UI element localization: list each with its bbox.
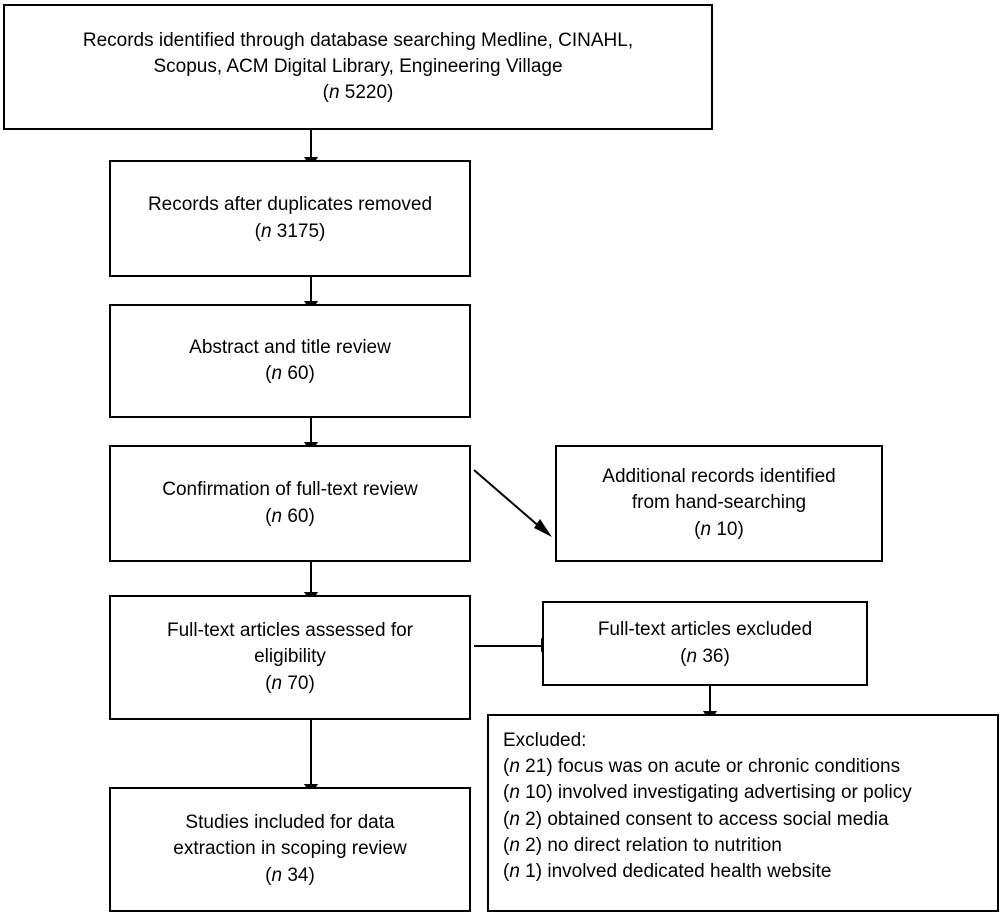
node-articles-excluded-line1: Full-text articles excluded [597, 619, 813, 641]
excluded-reason-5: (n 1) involved dedicated health website [503, 861, 832, 883]
node-assessed-eligibility-line2: eligibility [254, 646, 326, 668]
node-abstract-title-review-line1: Abstract and title review [189, 336, 391, 358]
node-records-identified [3, 4, 713, 130]
node-articles-excluded [542, 601, 868, 686]
node-fulltext-confirmation-count: (n 60) [265, 505, 315, 527]
connector-abstract-to-confirmation [310, 418, 312, 445]
node-studies-included-count: (n 34) [265, 864, 315, 886]
node-duplicates-removed-line1: Records after duplicates removed [147, 194, 433, 216]
excluded-reason-2: (n 10) involved investigating advertising or policy [503, 782, 912, 804]
connector-identified-to-duplicates [310, 130, 312, 160]
node-fulltext-confirmation [109, 445, 471, 562]
node-hand-searching-line2: from hand-searching [631, 492, 807, 514]
node-abstract-title-review-count: (n 60) [265, 363, 315, 384]
node-assessed-eligibility-count: (n 70) [265, 672, 315, 694]
connector-assessed-to-included [310, 720, 312, 787]
node-assessed-eligibility [109, 595, 471, 720]
node-records-identified-line1: Records identified through database searching Medline, CINAHL, [82, 29, 634, 51]
excluded-reason-1: (n 21) focus was on acute or chronic conditions [503, 756, 901, 778]
node-hand-searching [555, 445, 883, 562]
node-assessed-eligibility-line1: Full-text articles assessed for [166, 620, 414, 642]
node-fulltext-confirmation-line1: Confirmation of full-text review [162, 479, 418, 501]
node-duplicates-removed [109, 160, 471, 277]
node-studies-included-line2: extraction in scoping review [173, 838, 407, 860]
excluded-reason-3: (n 2) obtained consent to access social media [503, 808, 889, 830]
excluded-reason-4: (n 2) no direct relation to nutrition [503, 834, 782, 856]
node-studies-included [109, 787, 471, 912]
node-records-identified-line2: Scopus, ACM Digital Library, Engineering Village [153, 55, 563, 77]
node-abstract-title-review [109, 304, 471, 418]
connector-assessed-to-excluded [474, 645, 544, 647]
node-records-identified-count: (n 5220) [322, 82, 394, 104]
connector-excluded-to-reasons [709, 686, 711, 714]
node-articles-excluded-count: (n 36) [680, 645, 730, 667]
excluded-title: Excluded: [503, 730, 587, 751]
connector-duplicates-to-abstract [310, 277, 312, 304]
connector-confirmation-to-assessed [310, 562, 312, 595]
node-studies-included-line1: Studies included for data [185, 812, 395, 834]
node-excluded-reasons [487, 714, 999, 912]
node-hand-searching-line1: Additional records identified [602, 466, 836, 488]
node-hand-searching-count: (n 10) [694, 518, 744, 540]
node-duplicates-removed-count: (n 3175) [254, 220, 326, 242]
